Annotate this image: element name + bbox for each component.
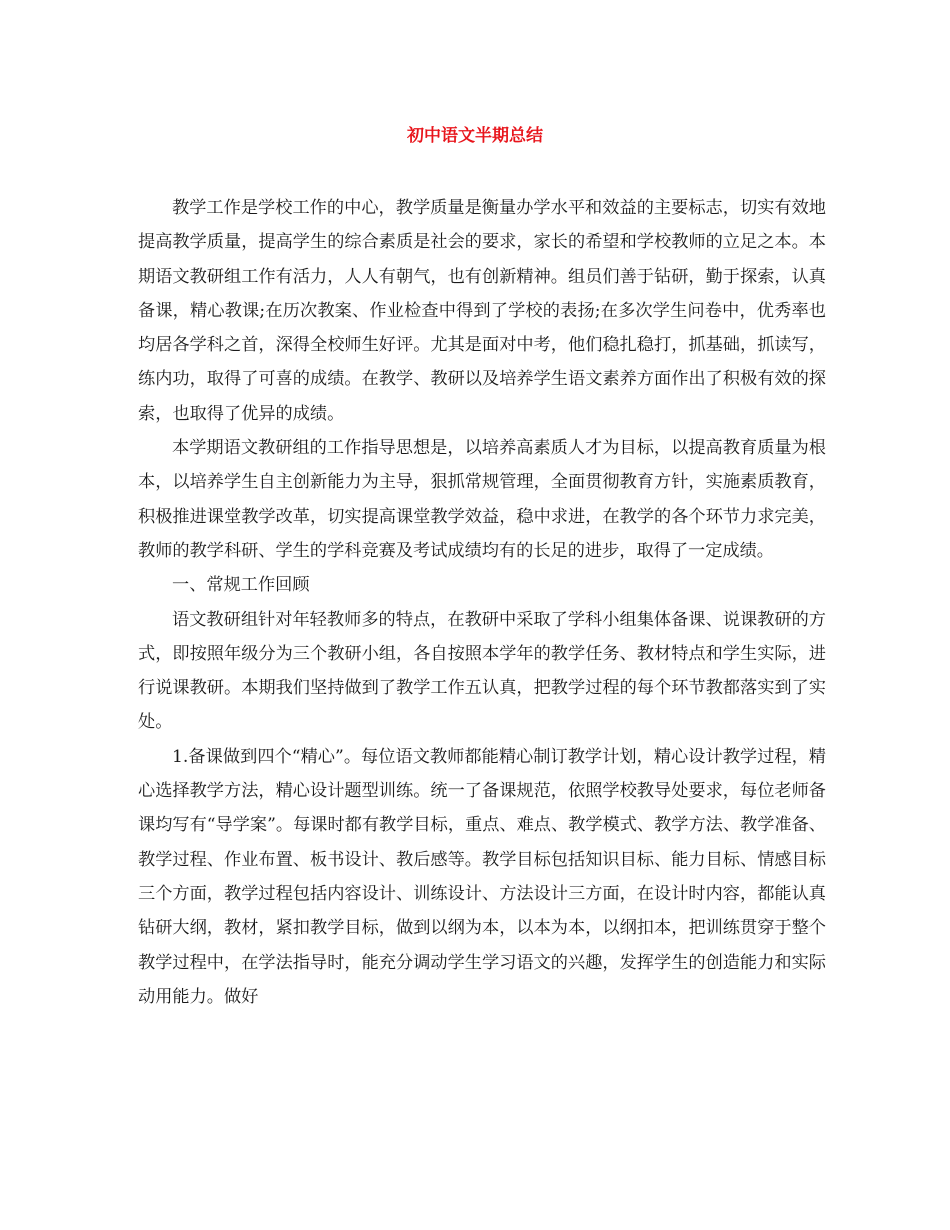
paragraph-intro: 教学工作是学校工作的中心，教学质量是衡量办学水平和效益的主要标志，切实有效地提高教学质量，提高学生的综合素质是社会的要求，家长的希望和学校教师的立足之本。本期语文教研组工作有活力，人人有朝气，也有创新精神。组员们善于钻研，勤于探索，认真备课，精心教课;在历次教案、作业检查中得到了学校的表扬;在多次学生问卷中，优秀率也均居各学科之首，深得全校师生好评。尤其是面对中考，他们稳扎稳打，抓基础，抓读写，练内功，取得了可喜的成绩。在教学、教研以及培养学生语文素养方面作出了积极有效的探索，也取得了优异的成绩。 (138, 198, 826, 424)
document-title: 初中语文半期总结 (407, 126, 543, 146)
paragraph-teaching-research: 语文教研组针对年轻教师多的特点，在教研中采取了学科小组集体备课、说课教研的方式，即按照年级分为三个教研小组，各自按照本学年的教学任务、教材特点和学生实际，进行说课教研。本期我们坚持做到了教学工作五认真，把教学过程的每个环节教都落实到了实处。 (138, 609, 826, 733)
paragraph-guiding-thought: 本学期语文教研组的工作指导思想是，以培养高素质人才为目标，以提高教育质量为根本，以培养学生自主创新能力为主导，狠抓常规管理，全面贯彻教育方针，实施素质教育，积极推进课堂教学改革，切实提高课堂教学效益，稳中求进，在教学的各个环节力求完美，教师的教学科研、学生的学科竞赛及考试成绩均有的长足的进步，取得了一定成绩。 (138, 438, 826, 561)
document-body (138, 191, 826, 1014)
section-heading-routine-work: 一、常规工作回顾 (172, 575, 310, 596)
paragraph-lesson-preparation: 1.备课做到四个“精心”。每位语文教师都能精心制订教学计划，精心设计教学过程，精心选择教学方法，精心设计题型训练。统一了备课规范，依照学校教导处要求，每位老师备课均写有“导学案”。每课时都有教学目标，重点、难点、教学模式、教学方法、教学准备、教学过程、作业布置、板书设计、教后感等。教学目标包括知识目标、能力目标、情感目标三个方面，教学过程包括内容设计、训练设计、方法设计三方面，在设计时内容，都能认真钻研大纲，教材，紧扣教学目标，做到以纲为本，以本为本，以纲扣本，把训练贯穿于整个教学过程中，在学法指导时，能充分调动学生学习语文的兴趣，发挥学生的创造能力和实际动用能力。做好 (138, 746, 826, 1007)
